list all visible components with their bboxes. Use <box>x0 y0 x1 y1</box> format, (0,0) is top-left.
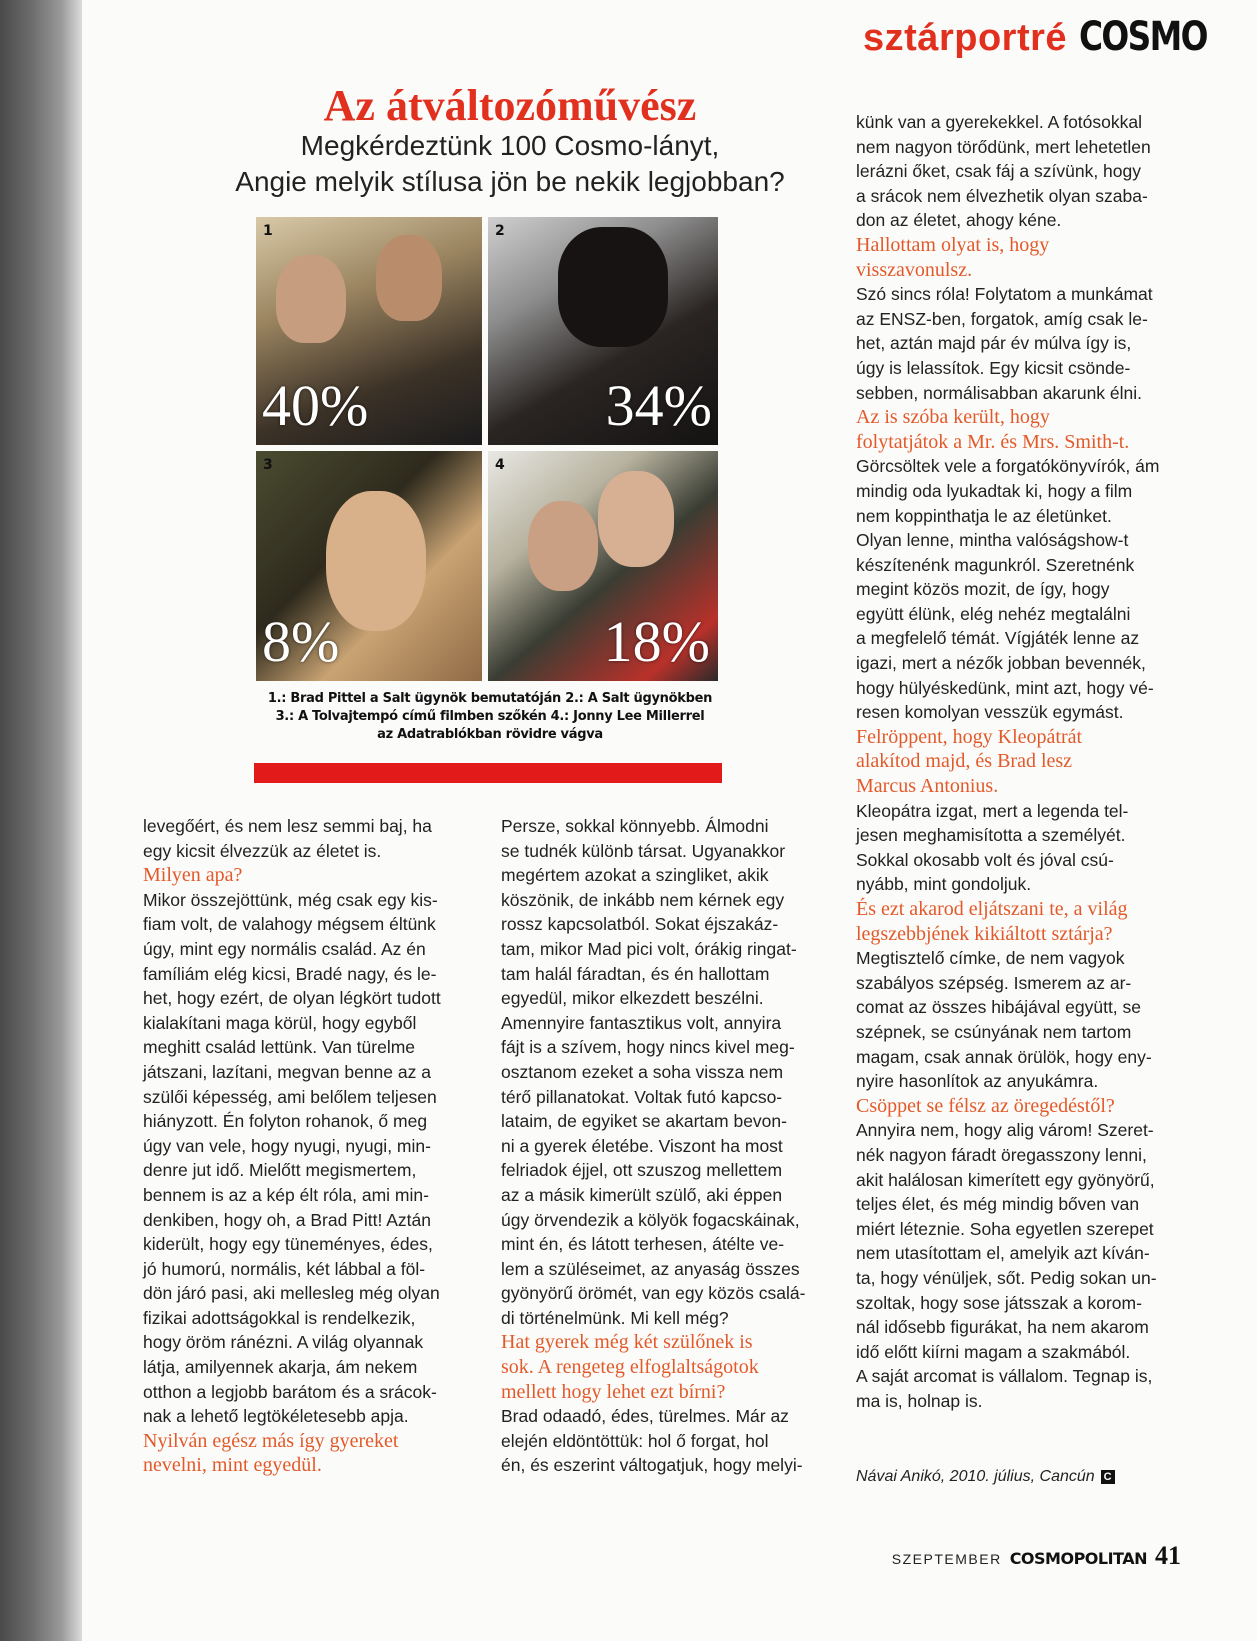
body-line: én, és eszerint váltogatjuk, hogy melyi- <box>501 1455 803 1476</box>
body-line: nak a lehető legtökéletesebb apja. <box>143 1406 409 1427</box>
body-line: a megfelelő témát. Vígjáték lenne az <box>856 628 1140 649</box>
body-line: het, hogy ezért, de olyan légkört tudott <box>143 988 441 1009</box>
body-line: Olyan lenne, mintha valóságshow-t <box>856 530 1129 551</box>
body-line: nyire hasonlítok az anyukámra. <box>856 1071 1099 1092</box>
photo-adatrablok <box>488 451 718 681</box>
red-divider-bar <box>254 763 722 783</box>
body-line: látja, amilyennek akarja, ám nekem <box>143 1357 418 1378</box>
article-subtitle <box>180 128 840 200</box>
body-line: térő pillanatokat. Voltak futó kapcso- <box>501 1086 783 1107</box>
question-line: folytatjátok a Mr. és Mrs. Smith-t. <box>856 430 1130 453</box>
figure-silhouette <box>376 235 442 321</box>
body-line: levegőért, és nem lesz semmi baj, ha <box>143 816 432 836</box>
body-line: denre jut idő. Mielőtt megismertem, <box>143 1160 417 1181</box>
figure-silhouette <box>276 255 346 343</box>
question-line: Hat gyerek még két szülőnek is <box>501 1331 753 1354</box>
body-line: Persze, sokkal könnyebb. Álmodni <box>501 816 769 836</box>
figure-silhouette <box>558 227 668 347</box>
body-line: comat az összes hibájával együtt, se <box>856 997 1142 1018</box>
body-line: magam, csak annak örülök, hogy eny- <box>856 1046 1152 1067</box>
body-line: kiderült, hogy egy tüneményes, édes, <box>143 1234 433 1255</box>
subtitle-line: Megkérdeztünk 100 Cosmo-lányt, <box>300 130 720 161</box>
caption-line: az Adatrablókban rövidre vágva <box>377 727 603 742</box>
figure-silhouette <box>528 501 598 591</box>
body-line: úgy örvendezik a kölyök fogacskáinak, <box>501 1209 800 1230</box>
body-line: nem utasítottam el, amelyik azt kíván- <box>856 1243 1150 1264</box>
article-column-1 <box>143 814 473 1478</box>
figure-silhouette <box>326 491 426 631</box>
body-line: don az életet, ahogy kéne. <box>856 210 1062 231</box>
end-mark-icon: C <box>1101 1470 1115 1484</box>
body-line: egy kicsit élvezzük az életet is. <box>143 840 382 861</box>
body-line: a srácok nem élvezhetik olyan szaba- <box>856 185 1148 206</box>
question-line: alakítod majd, és Brad lesz <box>856 750 1073 773</box>
photo-percent: 18% <box>603 609 710 674</box>
body-line: Görcsöltek vele a forgatókönyvírók, ám <box>856 456 1160 477</box>
body-line: jesen meghamisította a személyét. <box>856 825 1126 846</box>
author-signature <box>856 1468 1115 1486</box>
body-line: nék nagyon fáradt öregasszony lenni, <box>856 1144 1147 1165</box>
body-line: úgy van vele, hogy nyugi, nyugi, min- <box>143 1135 431 1156</box>
page-number: 41 <box>1155 1541 1181 1570</box>
body-line: Brad odaadó, édes, türelmes. Már az <box>501 1406 789 1427</box>
body-line: hiányzott. Én folyton rohanok, ő meg <box>143 1111 428 1132</box>
body-line: Mikor összejöttünk, még csak egy kis- <box>143 889 438 910</box>
body-line: mindig oda lyukadtak ki, hogy a film <box>856 480 1133 501</box>
article-title: Az átváltozóművész <box>323 81 697 130</box>
footer-month: SZEPTEMBER <box>891 1551 1002 1567</box>
body-line: di történelmünk. Mi kell még? <box>501 1307 729 1328</box>
body-line: megértem azokat a szingliket, akik <box>501 865 769 886</box>
body-line: szoltak, hogy sose játsszak a korom- <box>856 1292 1142 1313</box>
photo-number: 3 <box>263 457 273 473</box>
body-line: hogy öröm ránézni. A világ olyannak <box>143 1332 424 1353</box>
body-line: készítenénk magunkról. Szeretnénk <box>856 554 1135 575</box>
body-line: jó humorú, normális, két lábbal a föl- <box>143 1258 426 1279</box>
body-line: lataim, de egyiket se akartam bevon- <box>501 1111 787 1132</box>
body-line: az ENSZ-ben, forgatok, amíg csak le- <box>856 308 1148 329</box>
question-line: Az is szóba került, hogy <box>856 406 1050 429</box>
body-line: rossz kapcsolatból. Sokat éjszakáz- <box>501 914 779 935</box>
body-line: akit halálosan kimerített egy gyönyörű, <box>856 1169 1155 1190</box>
page-header <box>863 14 1235 64</box>
body-line: játszani, lazítani, megvan benne az a <box>143 1061 431 1082</box>
page-footer <box>892 1541 1181 1571</box>
body-line: lerázni őket, csak fáj a szívünk, hogy <box>856 161 1141 182</box>
body-line: bennem is az a kép élt róla, ami min- <box>143 1184 429 1205</box>
photo-caption <box>240 690 740 744</box>
photo-salt <box>488 217 718 445</box>
body-line: famíliám elég kicsi, Bradé nagy, és le- <box>143 963 437 984</box>
body-line: miért léteznie. Soha egyetlen szerepet <box>856 1218 1154 1239</box>
body-line: fiam volt, de valahogy mégsem éltünk <box>143 914 436 935</box>
body-line: ta, hogy vénüljek, sőt. Pedig sokan un- <box>856 1267 1157 1288</box>
body-line: nyább, mint gondoljuk. <box>856 874 1032 895</box>
question-line: sok. A rengeteg elfoglaltságotok <box>501 1356 759 1379</box>
question-line: És ezt akarod eljátszani te, a világ <box>856 898 1128 920</box>
body-line: Sokkal okosabb volt és jóval csú- <box>856 849 1114 870</box>
body-line: dön járó pasi, aki mellesleg még olyan <box>143 1283 440 1304</box>
article-column-3 <box>856 110 1196 1413</box>
body-line: nem nagyon törődünk, mert lehetetlen <box>856 136 1151 157</box>
figure-silhouette <box>598 471 674 567</box>
body-line: köszönik, de inkább nem kérnek egy <box>501 889 785 910</box>
body-line: teljes élet, és még mindig bőven van <box>856 1194 1140 1215</box>
article-column-2 <box>501 814 831 1478</box>
body-line: felriadok éjjel, ott szuszog mellettem <box>501 1160 783 1181</box>
body-line: Megtisztelő címke, de nem vagyok <box>856 948 1125 969</box>
body-line: Szó sincs róla! Folytatom a munkámat <box>856 284 1153 305</box>
photo-tolvajtempo <box>256 451 482 681</box>
photo-percent: 8% <box>262 609 340 674</box>
body-line: igazi, mert a nézők jobban bevennék, <box>856 653 1146 674</box>
body-line: denkiben, hogy oh, a Brad Pitt! Aztán <box>143 1209 431 1230</box>
body-line: úgy is lelassítok. Egy kicsit csönde- <box>856 357 1131 378</box>
body-line: tam, mikor Mad pici volt, órákig ringat- <box>501 938 797 959</box>
question-line: Milyen apa? <box>143 864 243 887</box>
photo-brad-pitt-premiere <box>256 217 482 445</box>
body-line: lem a szüléseimet, az anyaság összes <box>501 1258 800 1279</box>
body-line: A saját arcomat is vállalom. Tegnap is, <box>856 1366 1153 1387</box>
body-line: Amennyire fantasztikus volt, annyira <box>501 1012 782 1033</box>
question-line: Csöppet se félsz az öregedéstől? <box>856 1094 1115 1117</box>
caption-line: 1.: Brad Pittel a Salt ügynök bemutatóján 2.: A Salt ügynökben <box>267 691 713 706</box>
body-line: megint közös mozit, de így, hogy <box>856 579 1110 600</box>
question-line: mellett hogy lehet ezt bírni? <box>501 1380 726 1403</box>
question-line: Hallottam olyat is, hogy <box>856 233 1050 256</box>
question-line: visszavonulsz. <box>856 258 973 281</box>
body-line: szépnek, se csúnyának nem tartom <box>856 1021 1132 1042</box>
question-line: legszebbjének kikiáltott sztárja? <box>856 922 1113 945</box>
body-line: sebben, normálisabban akarunk élni. <box>856 382 1143 403</box>
body-line: ma is, holnap is. <box>856 1390 983 1411</box>
photo-number: 4 <box>495 457 505 473</box>
body-line: osztanom ezeket a soha vissza nem <box>501 1061 784 1082</box>
photo-number: 1 <box>263 223 273 239</box>
body-line: gyönyörű örömét, van egy közös csalá- <box>501 1283 806 1304</box>
body-line: fizikai adottságokkal is rendelkezik, <box>143 1307 416 1328</box>
body-line: szabályos szépség. Ismerem az ar- <box>856 972 1132 993</box>
body-line: künk van a gyerekekkel. A fotósokkal <box>856 112 1142 132</box>
body-line: az a másik kimerült szülő, aki éppen <box>501 1184 783 1205</box>
body-line: ni a gyerek életébe. Viszont ha most <box>501 1135 783 1156</box>
body-line: mint én, és látott terhesen, átélte ve- <box>501 1234 785 1255</box>
section-label: sztárportré <box>863 17 1068 59</box>
body-line: tam halál fáradtan, és én hallottam <box>501 963 770 984</box>
signature-text: Návai Anikó, 2010. július, Cancún <box>856 1468 1095 1485</box>
body-line: Kleopátra izgat, mert a legenda tel- <box>856 800 1129 821</box>
body-line: elején eldöntöttük: hol ő forgat, hol <box>501 1430 769 1451</box>
question-line: Felröppent, hogy Kleopátrát <box>856 725 1083 748</box>
body-line: idő előtt kiírni magam a szakmából. <box>856 1341 1131 1362</box>
body-line: kialakítani maga körül, hogy egyből <box>143 1012 417 1033</box>
question-line: Marcus Antonius. <box>856 775 999 798</box>
body-line: otthon a legjobb barátom és a srácok- <box>143 1381 437 1402</box>
body-line: resen komolyan vesszük egymást. <box>856 702 1124 723</box>
body-line: fájt is a szívem, hogy nincs kivel meg- <box>501 1037 795 1058</box>
body-line: együtt élünk, elég nehéz megtalálni <box>856 603 1131 624</box>
body-line: hogy hülyéskedünk, mint azt, hogy vé- <box>856 677 1154 698</box>
photo-percent: 34% <box>605 373 712 438</box>
body-line: nál idősebb figurákat, ha nem akarom <box>856 1317 1149 1338</box>
caption-line: 3.: A Tolvajtempó című filmben szőkén 4.: Jonny Lee Millerrel <box>275 709 705 724</box>
subtitle-line: Angie melyik stílusa jön be nekik legjobban? <box>235 166 785 197</box>
body-line: Annyira nem, hogy alig várom! Szeret- <box>856 1120 1154 1141</box>
body-line: szülői képesség, ami belőlem teljesen <box>143 1086 437 1107</box>
photo-percent: 40% <box>262 373 369 438</box>
photo-number: 2 <box>495 223 505 239</box>
body-line: egyedül, mikor elkezdett beszélni. <box>501 988 764 1009</box>
body-line: meghitt család lettünk. Van türelme <box>143 1037 416 1058</box>
cosmo-logo: COSMO <box>1079 14 1207 60</box>
body-line: nem koppinthatja le az életünket. <box>856 505 1112 526</box>
body-line: úgy, mint egy normális család. Az én <box>143 938 426 959</box>
body-line: het, aztán majd pár év múlva így is, <box>856 333 1132 354</box>
question-line: Nyilván egész más így gyereket <box>143 1429 399 1452</box>
body-line: se tudnék különb társat. Ugyanakkor <box>501 840 786 861</box>
footer-magazine: COSMOPOLITAN <box>1009 1549 1147 1568</box>
photo-grid <box>256 217 718 681</box>
page-binding-shadow <box>0 0 82 1641</box>
question-line: nevelni, mint egyedül. <box>143 1454 322 1477</box>
